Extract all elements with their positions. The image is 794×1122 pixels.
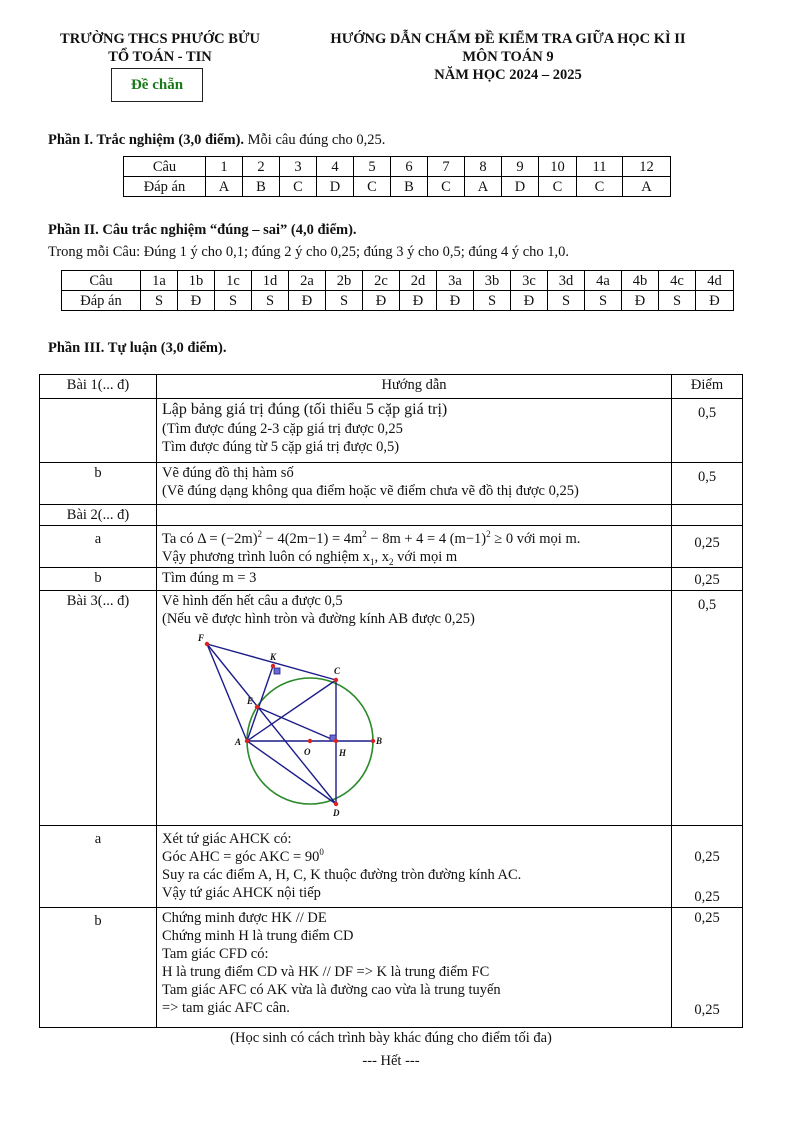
table-header-cell: Đáp án (62, 291, 141, 311)
table-cell: b (40, 908, 157, 1028)
text-part: , x (374, 549, 390, 565)
formula-part: ≥ 0 với mọi m. (490, 531, 581, 547)
table-cell: 11 (577, 157, 623, 177)
table-cell: Đ (178, 291, 215, 311)
figure-lines (207, 644, 373, 804)
table-cell: 2a (289, 271, 326, 291)
table-cell: 2d (400, 271, 437, 291)
table-cell: 8 (465, 157, 502, 177)
table-row (40, 591, 743, 826)
bai3a-line1: Xét tứ giác AHCK có: (162, 831, 292, 847)
table-row (40, 826, 743, 908)
bai1a-line3: Tìm được đúng từ 5 cặp giá trị được 0,5) (162, 439, 400, 455)
table-cell: b (40, 463, 157, 505)
table-cell: 1a (141, 271, 178, 291)
table-cell (672, 505, 743, 526)
bai2a-formula (162, 530, 666, 548)
table-header-cell: Bài 1(... đ) (40, 375, 157, 399)
table-cell: 1c (215, 271, 252, 291)
table-cell: S (252, 291, 289, 311)
table-cell: Đ (437, 291, 474, 311)
table-cell: 4a (585, 271, 622, 291)
part1-note: Mỗi câu đúng cho 0,25. (244, 132, 386, 148)
table-cell: a (40, 826, 157, 908)
table-header-cell: Câu (124, 157, 206, 177)
table-cell (157, 826, 672, 908)
formula-part: − 8m + 4 = 4 (m−1) (366, 531, 487, 547)
table-row (124, 177, 671, 197)
bai3b-line6: => tam giác AFC cân. (162, 1000, 290, 1016)
bai3a-line3: Suy ra các điểm A, H, C, K thuộc đường tròn đường kính AC. (162, 867, 522, 883)
exam-version-box (111, 68, 203, 102)
table-cell: 6 (391, 157, 428, 177)
bai1a-line1: Lập bảng giá trị đúng (tối thiểu 5 cặp giá trị) (162, 401, 448, 418)
label-d: D (333, 808, 340, 818)
table-cell (157, 908, 672, 1028)
score-2: 0,25 (694, 1002, 720, 1018)
title-year: NĂM HỌC 2024 – 2025 (434, 67, 582, 83)
table-cell: B (243, 177, 280, 197)
part2-heading: Phần II. Câu trắc nghiệm “đúng – sai” (4,0 điểm). (48, 222, 357, 238)
score-1: 0,25 (694, 910, 720, 926)
geometry-figure (177, 632, 383, 818)
bai1b-line2: (Vẽ đúng dạng không qua điểm hoặc vẽ điểm chưa vẽ đồ thị được 0,25) (162, 483, 579, 499)
label-o: O (304, 747, 311, 757)
table-cell: 4 (317, 157, 354, 177)
table-cell: A (623, 177, 671, 197)
table-row (40, 463, 743, 505)
table-cell: D (502, 177, 539, 197)
bai2a-conclusion (162, 548, 666, 566)
table-row (40, 526, 743, 568)
table-row (124, 157, 671, 177)
part1-heading-line (48, 132, 385, 149)
table-cell (157, 505, 672, 526)
bai3b-line2: Chứng minh H là trung điểm CD (162, 928, 354, 944)
table-cell: 1 (206, 157, 243, 177)
table-cell: b (40, 568, 157, 591)
table-cell: Đ (511, 291, 548, 311)
table-row (40, 399, 743, 463)
table-cell (672, 908, 743, 1028)
table-cell: Bài 2(... đ) (40, 505, 157, 526)
table-cell: Bài 3(... đ) (40, 591, 157, 826)
table-cell: 3d (548, 271, 585, 291)
table-cell (157, 463, 672, 505)
department-name: TỔ TOÁN - TIN (108, 49, 212, 65)
table-header-cell: Câu (62, 271, 141, 291)
table-cell: S (548, 291, 585, 311)
bai1b-line1: Vẽ đúng đồ thị hàm số (162, 465, 294, 481)
school-name: TRƯỜNG THCS PHƯỚC BỬU (60, 31, 260, 47)
bai3b-line3: Tam giác CFD có: (162, 946, 269, 962)
table-row (40, 568, 743, 591)
formula-exponent: 2 (362, 529, 367, 540)
table-cell: 0,5 (672, 463, 743, 505)
title-main: HƯỚNG DẪN CHẤM ĐỀ KIỂM TRA GIỮA HỌC KÌ II (330, 31, 686, 47)
table-cell: 0,5 (672, 399, 743, 463)
table-row (40, 505, 743, 526)
table-cell (40, 399, 157, 463)
table-cell: 5 (354, 157, 391, 177)
footer-end: --- Hết --- (362, 1053, 420, 1069)
table-cell (157, 399, 672, 463)
table-header-cell: Hướng dẫn (157, 375, 672, 399)
table-cell: 7 (428, 157, 465, 177)
degree-superscript: 0 (319, 847, 324, 858)
table-cell: 0,25 (672, 526, 743, 568)
bai3-line2: (Nếu vẽ được hình tròn và đường kính AB được 0,25) (162, 611, 475, 627)
label-a: A (235, 737, 242, 747)
document-title (300, 30, 716, 84)
table-cell: 12 (623, 157, 671, 177)
table-cell: 2c (363, 271, 400, 291)
table-cell: B (391, 177, 428, 197)
formula-exponent: 2 (486, 529, 491, 540)
subscript: 1 (370, 556, 375, 567)
table-cell: 4c (659, 271, 696, 291)
table-cell: 2b (326, 271, 363, 291)
school-header (40, 30, 280, 66)
bai3b-line5: Tam giác AFC có AK vừa là đường cao vừa là trung tuyến (162, 982, 501, 998)
table-cell: 3b (474, 271, 511, 291)
table-cell: 4b (622, 271, 659, 291)
part2-answer-table (61, 270, 734, 311)
part1-heading: Phần I. Trắc nghiệm (3,0 điểm). (48, 132, 245, 148)
table-cell: S (326, 291, 363, 311)
table-cell: 3c (511, 271, 548, 291)
table-cell (672, 826, 743, 908)
table-cell: S (585, 291, 622, 311)
table-cell: Đ (363, 291, 400, 311)
table-cell: S (141, 291, 178, 311)
bai3b-line1: Chứng minh được HK // DE (162, 910, 327, 926)
table-cell: 10 (539, 157, 577, 177)
label-k: K (270, 652, 277, 662)
table-cell: S (474, 291, 511, 311)
text-part: Vậy phương trình luôn có nghiệm x (162, 549, 371, 565)
table-row (40, 908, 743, 1028)
table-cell: a (40, 526, 157, 568)
table-cell: Đ (622, 291, 659, 311)
subscript: 2 (389, 556, 394, 567)
table-cell: 1b (178, 271, 215, 291)
score-1: 0,25 (694, 849, 720, 865)
table-row (62, 291, 734, 311)
table-cell: A (465, 177, 502, 197)
table-cell: 4d (696, 271, 734, 291)
formula-part: − 4(2m−1) = 4m (262, 531, 363, 547)
table-row (40, 375, 743, 399)
table-cell: Đ (400, 291, 437, 311)
formula-part: Ta có Δ = (−2m) (162, 531, 258, 547)
table-cell: 3a (437, 271, 474, 291)
text-part: Góc AHC = góc AKC = 90 (162, 849, 320, 865)
table-cell: A (206, 177, 243, 197)
part1-answer-table (123, 156, 671, 197)
bai3a-line4: Vậy tứ giác AHCK nội tiếp (162, 885, 321, 901)
label-f: F (198, 633, 205, 643)
table-row (62, 271, 734, 291)
table-header-cell: Điểm (672, 375, 743, 399)
table-cell: 3 (280, 157, 317, 177)
exam-version: Đề chẵn (130, 77, 184, 93)
table-header-cell: Đáp án (124, 177, 206, 197)
table-cell (157, 591, 672, 826)
bai3-line1: Vẽ hình đến hết câu a được 0,5 (162, 593, 343, 609)
table-cell: 0,5 (672, 591, 743, 826)
table-cell (157, 526, 672, 568)
table-cell: 1d (252, 271, 289, 291)
table-cell: D (317, 177, 354, 197)
label-h: H (339, 748, 347, 758)
table-cell: C (539, 177, 577, 197)
label-c: C (334, 666, 341, 676)
table-cell: 0,25 (672, 568, 743, 591)
formula-exponent: 2 (257, 529, 263, 540)
bai1a-line2: (Tìm được đúng 2-3 cặp giá trị được 0,25 (162, 421, 403, 437)
table-cell: C (428, 177, 465, 197)
table-cell: S (215, 291, 252, 311)
table-cell: S (659, 291, 696, 311)
bai3a-line2 (162, 848, 666, 866)
part3-grading-table (39, 374, 743, 1028)
bai3b-line4: H là trung điểm CD và HK // DF => K là trung điểm FC (162, 964, 490, 980)
table-cell: C (354, 177, 391, 197)
table-cell: Đ (289, 291, 326, 311)
title-subject: MÔN TOÁN 9 (462, 49, 554, 65)
table-cell: Tìm đúng m = 3 (157, 568, 672, 591)
part2-note: Trong mỗi Câu: Đúng 1 ý cho 0,1; đúng 2 ý cho 0,25; đúng 3 ý cho 0,5; đúng 4 ý cho 1,0. (48, 244, 570, 260)
point-labels (197, 633, 382, 818)
table-cell: Đ (696, 291, 734, 311)
footer-note: (Học sinh có cách trình bày khác đúng cho điểm tối đa) (230, 1030, 552, 1046)
label-e: E (247, 696, 254, 706)
table-cell: C (280, 177, 317, 197)
text-part: với mọi m (393, 549, 458, 565)
table-cell: C (577, 177, 623, 197)
label-b: B (376, 736, 383, 746)
score-2: 0,25 (694, 889, 720, 905)
table-cell: 2 (243, 157, 280, 177)
table-cell: 9 (502, 157, 539, 177)
part3-heading: Phần III. Tự luận (3,0 điểm). (48, 340, 227, 356)
